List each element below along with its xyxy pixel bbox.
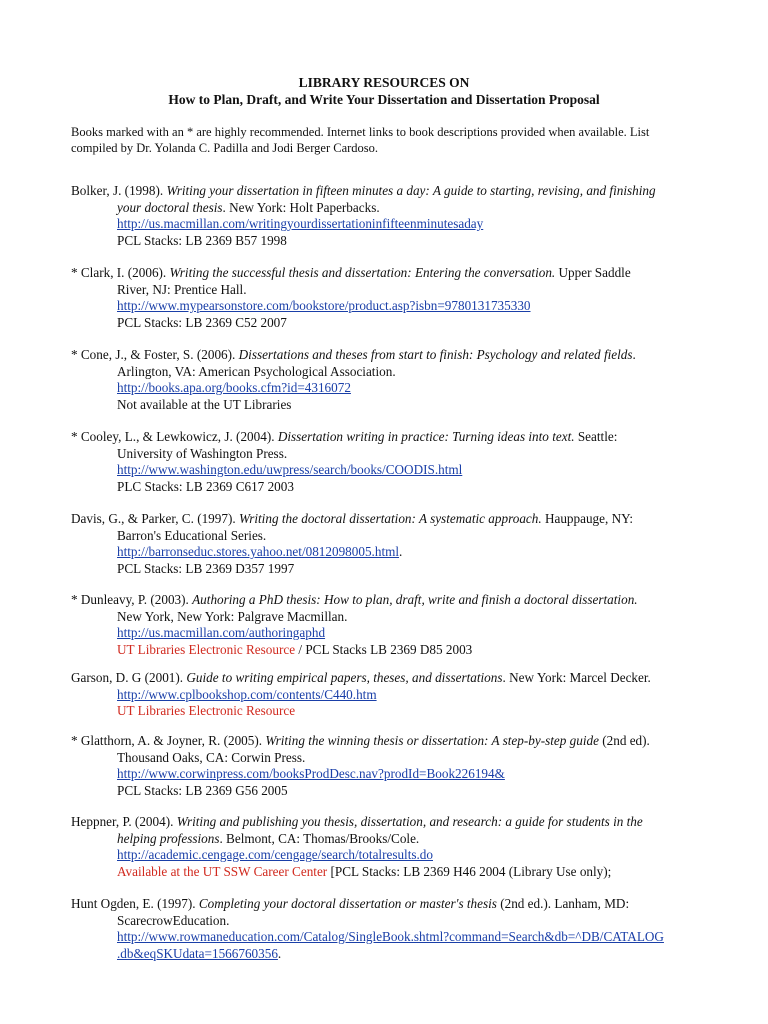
- entry-link[interactable]: http://us.macmillan.com/writingyourdissertationinfifteenminutesaday: [117, 216, 484, 231]
- entry-call-number: / PCL Stacks LB 2369 D85 2003: [295, 641, 473, 657]
- entry-author: Garson, D. G (2001).: [71, 670, 187, 685]
- entry-publisher: New York, New York: Palgrave Macmillan.: [117, 608, 348, 624]
- entry-title: Authoring a PhD thesis: How to plan, draft, write and finish a doctoral dissertation.: [192, 592, 638, 607]
- entry-call-number: [PCL Stacks: LB 2369 H46 2004 (Library Use only);: [327, 863, 612, 879]
- intro-line: compiled by Dr. Yolanda C. Padilla and Jodi Berger Cardoso.: [71, 141, 379, 155]
- reference-entry-dunleavy: [71, 592, 711, 658]
- career-center-link[interactable]: Available at the UT SSW Career Center: [117, 863, 328, 879]
- entry-title: Writing the successful thesis and dissertation: Entering the conversation.: [169, 265, 556, 280]
- entry-title: Completing your doctoral dissertation or master's thesis: [198, 896, 497, 911]
- entry-call-number: PCL Stacks: LB 2369 B57 1998: [117, 232, 287, 248]
- entry-author: Hunt Ogden, E. (1997).: [71, 896, 199, 911]
- entry-publisher: . Belmont, CA: Thomas/Brooks/Cole.: [219, 830, 420, 846]
- reference-entry-hunt-ogden: [71, 896, 711, 962]
- reference-entry-bolker: [71, 183, 711, 249]
- entry-call-number: PCL Stacks: LB 2369 D357 1997: [117, 560, 295, 576]
- entry-title: Writing the winning thesis or dissertation: A step-by-step guide: [265, 733, 599, 748]
- entry-publisher: . New York: Holt Paperbacks.: [222, 199, 380, 215]
- entry-publisher: Barron's Educational Series.: [117, 527, 267, 543]
- intro-paragraph: [71, 124, 711, 156]
- entry-author: * Cooley, L., & Lewkowicz, J. (2004).: [71, 429, 278, 444]
- entry-publisher: River, NJ: Prentice Hall.: [117, 281, 247, 297]
- entry-author: * Dunleavy, P. (2003).: [71, 592, 193, 607]
- entry-author: Bolker, J. (1998).: [71, 183, 167, 198]
- entry-title: Dissertation writing in practice: Turning ideas into text.: [277, 429, 575, 444]
- entry-call-number: Not available at the UT Libraries: [117, 396, 292, 412]
- intro-line: Books marked with an * are highly recommended. Internet links to book descriptions provided when available. List: [71, 125, 650, 139]
- reference-entry-clark: [71, 265, 711, 331]
- entry-link[interactable]: http://www.mypearsonstore.com/bookstore/product.asp?isbn=9780131735330: [117, 298, 531, 313]
- entry-author: * Clark, I. (2006).: [71, 265, 170, 280]
- entry-call-number: PLC Stacks: LB 2369 C617 2003: [117, 478, 294, 494]
- entry-publisher: (2nd ed).: [598, 733, 650, 748]
- entry-publisher: Thousand Oaks, CA: Corwin Press.: [117, 749, 306, 765]
- entry-publisher: Seattle:: [574, 429, 618, 444]
- entry-publisher: Upper Saddle: [555, 265, 631, 280]
- entry-link[interactable]: http://barronseduc.stores.yahoo.net/0812098005.html: [117, 544, 400, 559]
- entry-title: Writing the doctoral dissertation: A systematic approach.: [238, 511, 542, 526]
- entry-title: Writing and publishing you thesis, dissertation, and research: a guide for students in the: [176, 814, 643, 829]
- entry-author: * Cone, J., & Foster, S. (2006).: [71, 347, 239, 362]
- reference-entry-garson: [71, 670, 711, 720]
- entry-link[interactable]: http://us.macmillan.com/authoringaphd: [117, 625, 326, 640]
- entry-link-punct: .: [399, 544, 403, 559]
- entry-title: Writing your dissertation in fifteen minutes a day: A guide to starting, revising, and finishing: [166, 183, 656, 198]
- entry-author: * Glatthorn, A. & Joyner, R. (2005).: [71, 733, 266, 748]
- entry-link[interactable]: http://www.cplbookshop.com/contents/C440.htm: [117, 686, 377, 702]
- reference-entry-heppner: [71, 814, 711, 880]
- entry-publisher: (2nd ed.). Lanham, MD:: [496, 896, 630, 911]
- entry-link-punct: .: [277, 945, 282, 961]
- entry-publisher: Hauppauge, NY:: [541, 511, 634, 526]
- entry-link[interactable]: http://books.apa.org/books.cfm?id=4316072: [117, 380, 351, 395]
- reference-entry-davis: [71, 511, 711, 577]
- page-subtitle: How to Plan, Draft, and Write Your Dissertation and Dissertation Proposal: [168, 92, 600, 107]
- entry-publisher: . New York: Marcel Decker.: [502, 670, 651, 685]
- entry-title: Guide to writing empirical papers, theses, and dissertations: [186, 670, 503, 685]
- entry-publisher: ScarecrowEducation.: [117, 912, 230, 928]
- entry-author: Heppner, P. (2004).: [71, 814, 177, 829]
- entry-title: Dissertations and theses from start to finish: Psychology and related fields: [238, 347, 633, 362]
- entry-link-continued[interactable]: .db&eqSKUdata=1566760356: [117, 945, 278, 961]
- entry-link[interactable]: http://academic.cengage.com/cengage/search/totalresults.do: [117, 847, 433, 862]
- reference-entry-cone: [71, 347, 711, 413]
- entry-call-number: PCL Stacks: LB 2369 G56 2005: [117, 782, 288, 798]
- page-title: LIBRARY RESOURCES ON: [298, 75, 470, 90]
- reference-entry-cooley: [71, 429, 711, 495]
- entry-link[interactable]: http://www.washington.edu/uwpress/search/books/COODIS.html: [117, 462, 463, 477]
- entry-author: Davis, G., & Parker, C. (1997).: [71, 511, 239, 526]
- entry-link[interactable]: http://www.corwinpress.com/booksProdDesc.nav?prodId=Book226194&: [117, 766, 505, 781]
- entry-call-number: PCL Stacks: LB 2369 C52 2007: [117, 314, 287, 330]
- entry-link[interactable]: http://www.rowmaneducation.com/Catalog/SingleBook.shtml?command=Search&db=^DB/CATALOG: [117, 929, 664, 944]
- entry-publisher: .: [632, 347, 636, 362]
- reference-entry-glatthorn: [71, 733, 711, 799]
- entry-publisher: Arlington, VA: American Psychological Association.: [117, 363, 396, 379]
- entry-publisher: University of Washington Press.: [117, 445, 288, 461]
- entry-title: your doctoral thesis: [117, 199, 223, 215]
- electronic-resource-link[interactable]: UT Libraries Electronic Resource: [117, 703, 296, 718]
- electronic-resource-link[interactable]: UT Libraries Electronic Resource: [117, 641, 296, 657]
- entry-title: helping professions: [117, 830, 220, 846]
